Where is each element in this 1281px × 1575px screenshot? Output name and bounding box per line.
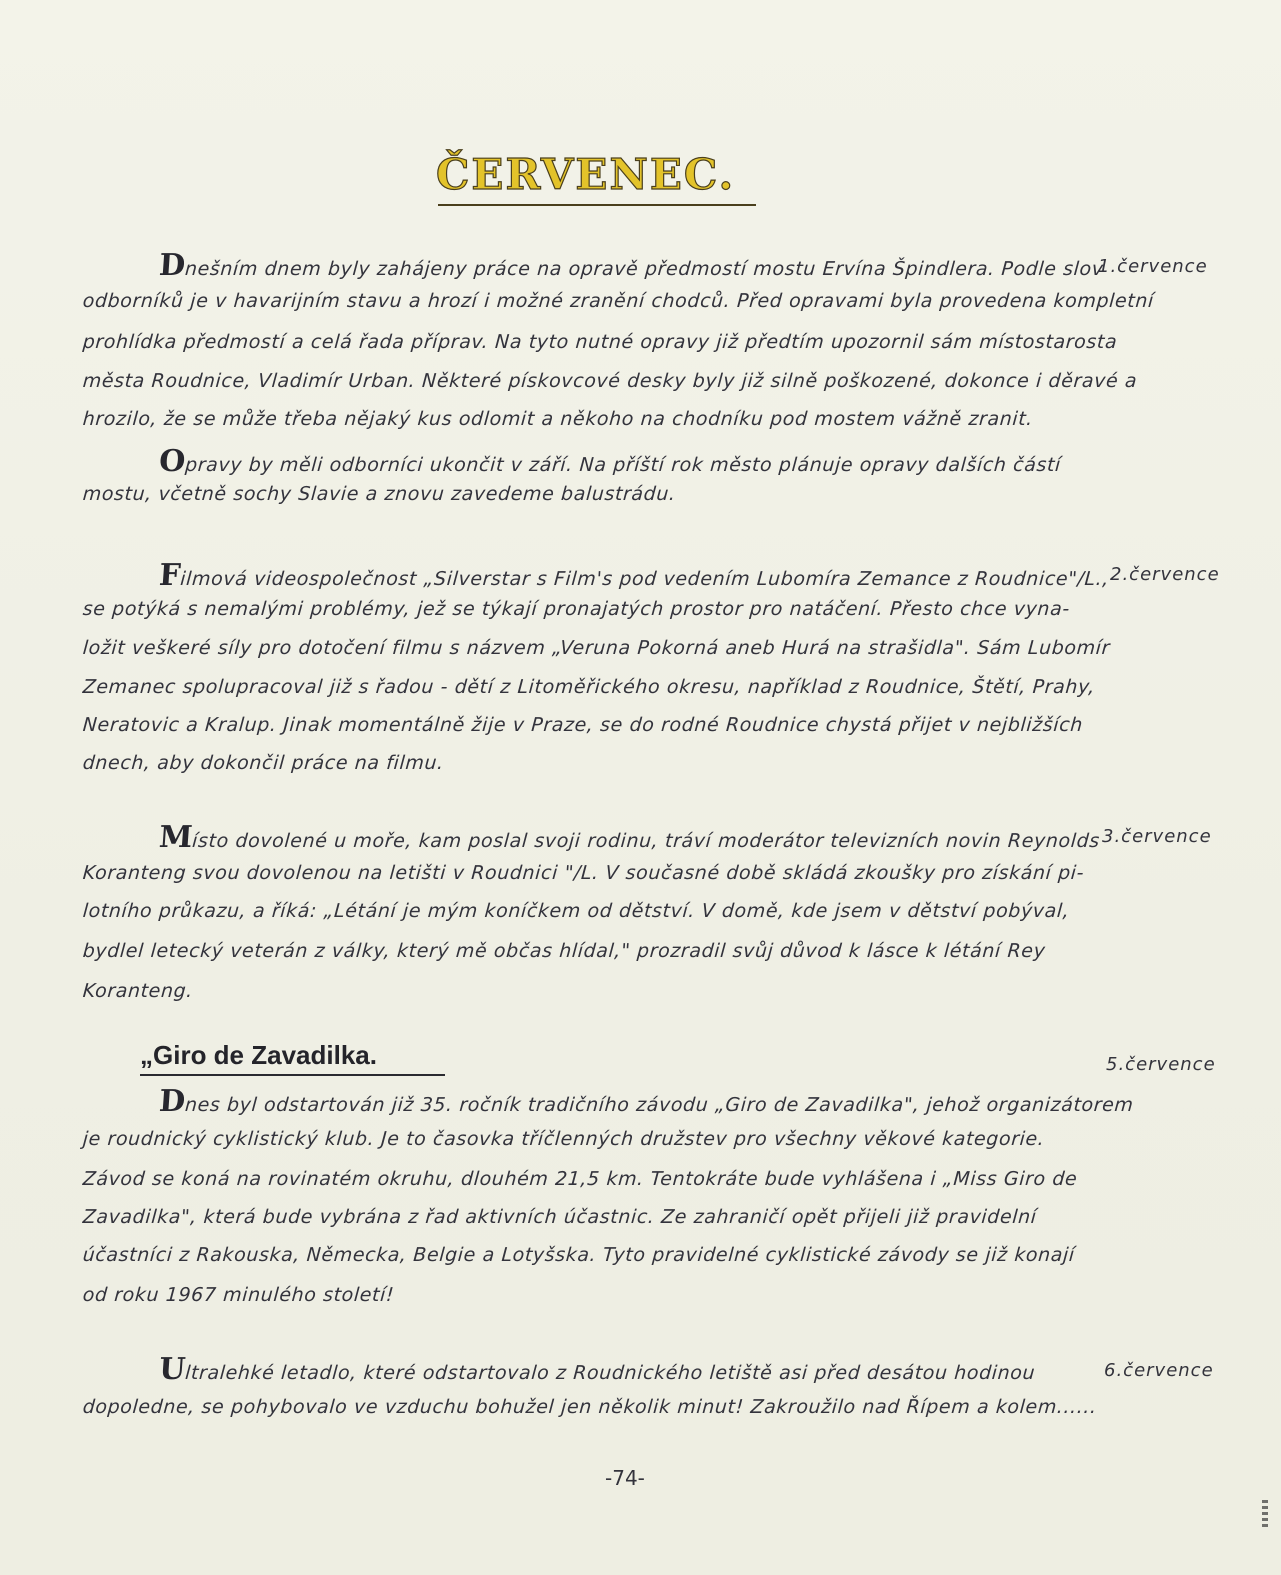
paragraph-line: Koranteng. [82,980,194,1002]
paragraph-line: ložit veškeré síly pro dotočení filmu s názvem „Veruna Pokorná aneb Hurá na strašidla". Sám Lubomír [82,637,1111,659]
paragraph-line: se potýká s nemalými problémy, jež se týkají pronajatých prostor pro natáčení. Přesto chce vyna- [82,598,1071,620]
chapter-title [436,128,776,218]
paragraph-line: dnech, aby dokončil práce na filmu. [82,752,445,774]
paragraph-line: Opravy by měli odborníci ukončit v září. Na příští rok město plánuje opravy dalších částí [158,444,1062,479]
initial-capital: U [158,1352,187,1387]
heading-underline [140,1074,445,1076]
paragraph-line: města Roudnice, Vladimír Urban. Některé pískovcové desky byly již silně poškozené, dokonce i děravé a [82,370,1138,392]
paragraph-line: odborníků je v havarijním stavu a hrozí i možné zranění chodců. Před opravami byla provedena kompletní [82,290,1155,312]
paragraph-line: Dnešním dnem byly zahájeny práce na opravě předmostí mostu Ervína Špindlera. Podle slov [158,248,1105,283]
scan-edge-mark [1262,1500,1268,1530]
paragraph-line: prohlídka předmostí a celá řada příprav. Na tyto nutné opravy již předtím upozornil sám místostarosta [82,331,1119,353]
section-heading: „Giro de Zavadilka. [140,1040,377,1070]
paragraph-line: od roku 1967 minulého století! [82,1284,396,1306]
paragraph-line: hrozilo, že se může třeba nějaký kus odlomit a někoho na chodníku pod mostem vážně zranit. [82,408,1034,430]
initial-capital: D [158,1084,187,1119]
paragraph-line: lotního průkazu, a říká: „Létání je mým koníčkem od dětství. V domě, kde jsem v dětství pobýval, [82,900,1071,922]
paragraph-line: dopoledne, se pohybovalo ve vzduchu bohužel jen několik minut! Zakroužilo nad Řípem a kolem...... [82,1396,1098,1418]
initial-capital: D [158,248,187,283]
initial-capital: M [158,820,194,855]
paragraph-line: bydlel letecký veterán z války, který mě občas hlídal," prozradil svůj důvod k lásce k létání Rey [82,940,1047,962]
paragraph-line: Dnes byl odstartován již 35. ročník tradičního závodu „Giro de Zavadilka", jehož organizátorem [158,1084,1135,1119]
paragraph-line: Místo dovolené u moře, kam poslal svoji rodinu, tráví moderátor televizních novin Reynolds [158,820,1101,855]
page-number: -74- [605,1466,645,1490]
paragraph-line: je roudnický cyklistický klub. Je to časovka tříčlenných družstev pro všechny věkové kategorie. [82,1128,1046,1150]
paragraph-line: mostu, včetně sochy Slavie a znovu zavedeme balustrádu. [82,483,677,505]
initial-capital: F [158,558,182,593]
initial-capital: O [158,444,187,479]
entry-date: 6.července [1104,1360,1214,1381]
paragraph-line: Ultralehké letadlo, které odstartovalo z Roudnického letiště asi před desátou hodinou [158,1352,1036,1387]
entry-date: 2.července [1110,564,1220,585]
entry-date: 1.července [1098,256,1208,277]
entry-date: 3.července [1102,826,1212,847]
paragraph-line: Filmová videospolečnost „Silverstar s Film's pod vedením Lubomíra Zemance z Roudnice"/L., [158,558,1110,593]
title-underline [438,204,756,206]
paragraph-line: Zemanec spolupracoval již s řadou - dětí z Litoměřického okresu, například z Roudnice, Štětí, Prahy, [82,676,1096,698]
paragraph-line: Koranteng svou dovolenou na letišti v Roudnici "/L. V současné době skládá zkoušky pro získání pi- [82,862,1085,884]
paragraph-line: Neratovic a Kralup. Jinak momentálně žije v Praze, se do rodné Roudnice chystá přijet v nejbližších [82,714,1084,736]
entry-date: 5.července [1106,1054,1216,1075]
title-text: ČERVENEC. [436,150,736,199]
paragraph-line: Závod se koná na rovinatém okruhu, dlouhém 21,5 km. Tentokráte bude vyhlášena i „Miss Giro de [82,1168,1079,1190]
paragraph-line: Zavadilka", která bude vybrána z řad aktivních účastnic. Ze zahraničí opět přijeli již pravidelní [82,1206,1038,1228]
paragraph-line: účastníci z Rakouska, Německa, Belgie a Lotyšska. Tyto pravidelné cyklistické závody se již konají [82,1244,1076,1266]
